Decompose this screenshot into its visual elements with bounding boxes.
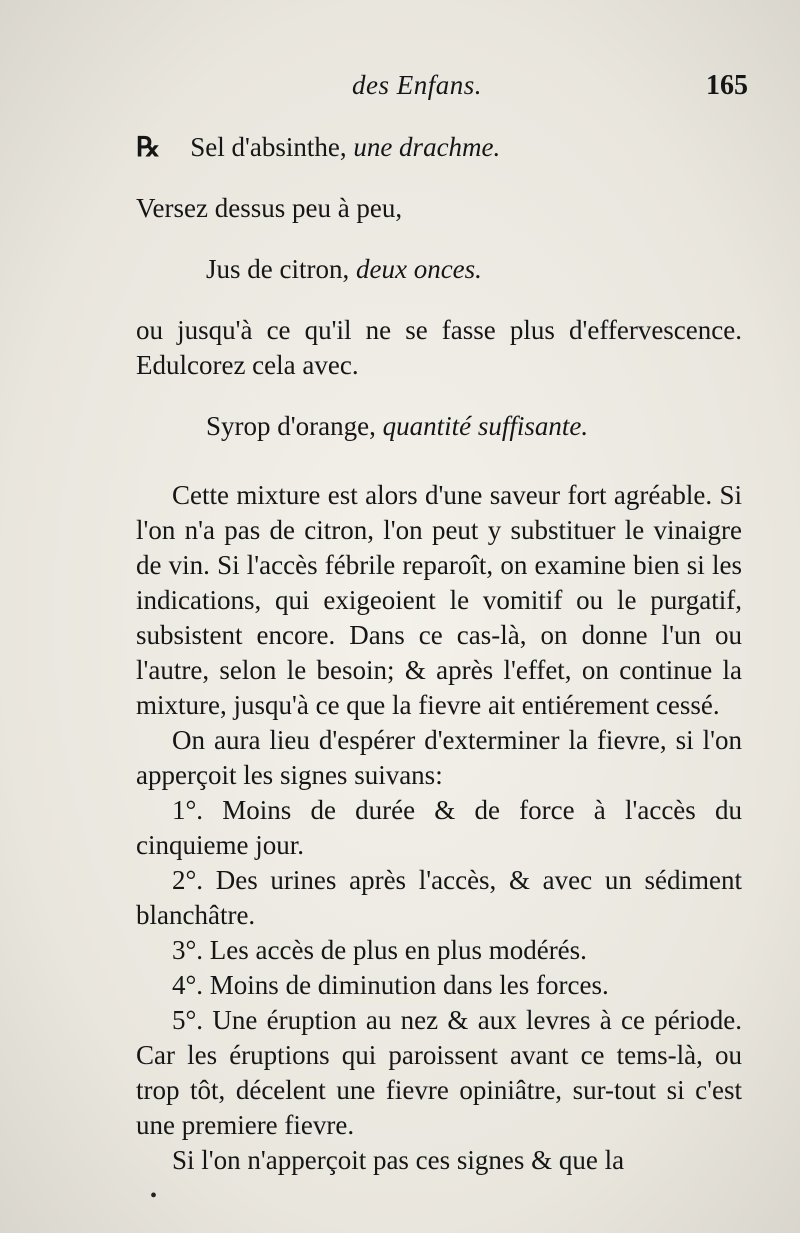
sign-item-2: 2°. Des urines après l'accès, & avec un sédiment blanchâtre. [136,865,742,930]
paragraph-mixture: Cette mixture est alors d'une saveur fort agréable. Si l'on n'a pas de citron, l'on peut y substituer le vinaigre de vin. Si l'accès fébrile reparoît, on examine bien si les indications, qui exigeoient le vomitif ou le purgatif, subsistent encore. Dans ce cas-là, on donne l'un ou l'autre, selon le besoin; & après l'effet, on continue la mixture, jusqu'à ce que la fievre ait entiérement cessé. [136,480,742,720]
prescription-line-2: Versez dessus peu à peu, [136,193,403,223]
recipe-symbol-icon: ℞ [136,132,161,162]
quantity-salt: une drachme. [353,132,501,162]
page-number: 165 [706,70,748,101]
prescription-line-3 [136,252,742,287]
ingredient-lemon-juice: Jus de citron, [206,254,356,284]
quantity-orange-syrup: quantité suffisante. [382,411,589,441]
footer-mark: • [150,1185,158,1207]
page-body [136,130,742,1178]
page-header [0,70,800,110]
sign-item-4: 4°. Moins de diminution dans les forces. [172,970,609,1000]
prescription-line-4: ou jusqu'à ce qu'il ne se fasse plus d'effervescence. Edulcorez cela avec. [136,315,742,380]
paragraph-closing: Si l'on n'apperçoit pas ces signes & que la [172,1145,625,1175]
prescription-line-5 [136,409,742,444]
ingredient-orange-syrup: Syrop d'orange, [206,411,383,441]
sign-item-5: 5°. Une éruption au nez & aux levres à ce période. Car les éruptions qui paroissent avant ce tems-là, ou trop tôt, décelent une fievre opiniâtre, sur-tout si c'est une premiere fievre. [136,1005,742,1140]
quantity-lemon-juice: deux onces. [355,254,482,284]
paragraph-signs-intro: On aura lieu d'espérer d'exterminer la fievre, si l'on apperçoit les signes suivans: [136,725,742,790]
sign-item-3: 3°. Les accès de plus en plus modérés. [172,935,587,965]
ingredient-salt: Sel d'absinthe, [190,132,354,162]
running-title: des Enfans. [352,70,482,100]
prescription-line-1 [136,130,742,165]
sign-item-1: 1°. Moins de durée & de force à l'accès du cinquieme jour. [136,795,742,860]
